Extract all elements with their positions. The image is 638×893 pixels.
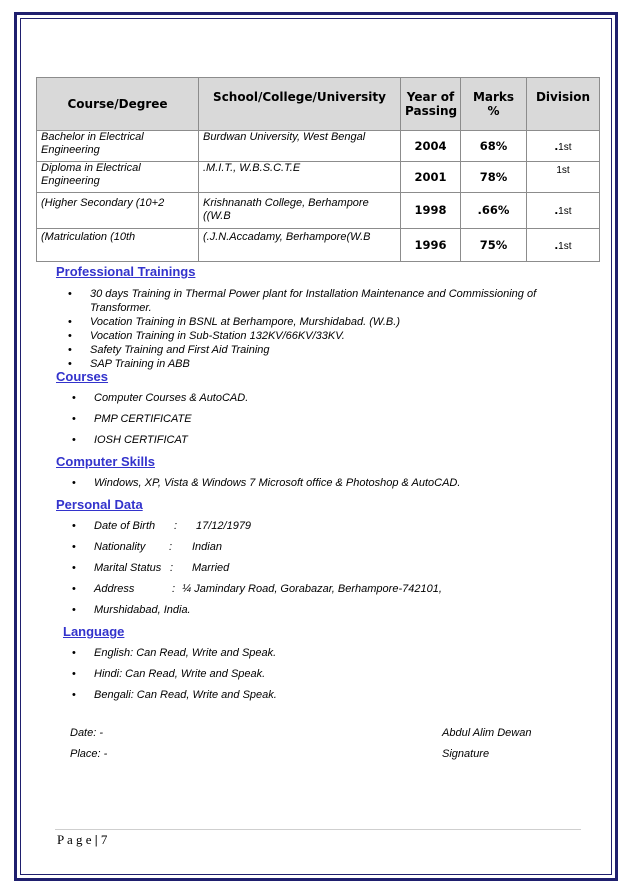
division-prefix: .: [554, 137, 559, 153]
cell-course: Diploma in Electrical Engineering: [37, 162, 199, 193]
address-value: ¼ Jamindary Road, Gorabazar, Berhampore-742101,: [182, 583, 442, 595]
header-course: Course/Degree: [37, 78, 199, 131]
personal-data-row: [70, 561, 550, 575]
cell-course: Bachelor in Electrical Engineering: [37, 131, 199, 162]
cell-marks: 68%: [461, 131, 527, 162]
cell-year: 1996: [401, 229, 461, 262]
cell-marks: .66%: [461, 193, 527, 229]
nationality-sep: :: [169, 541, 173, 553]
division-value: 1st: [558, 141, 572, 153]
division-value: 1st: [556, 165, 570, 176]
list-item: • Windows, XP, Vista & Windows 7 Microsoft office & Photoshop & AutoCAD.: [70, 476, 550, 490]
list-item: • PMP CERTIFICATE: [70, 412, 550, 426]
footer-divider: [55, 829, 581, 830]
list-item: • IOSH CERTIFICAT: [70, 433, 550, 447]
list-item: • Safety Training and First Aid Training: [66, 343, 546, 357]
heading-computer-skills: Computer Skills: [56, 454, 155, 469]
header-marks: Marks %: [461, 78, 527, 131]
place-label: Place: -: [70, 748, 108, 760]
heading-courses: Courses: [56, 369, 109, 384]
signatory-name: Abdul Alim Dewan: [442, 727, 532, 739]
page-number: 7: [100, 832, 108, 847]
language-list: [70, 646, 550, 709]
table-row: [37, 162, 600, 193]
marital-status-sep: :: [170, 562, 174, 574]
cell-course: (Higher Secondary (10+2: [37, 193, 199, 229]
heading-personal-data: Personal Data: [56, 497, 143, 512]
cell-division: [527, 131, 600, 162]
cell-division: [527, 193, 600, 229]
nationality-value: Indian: [192, 541, 222, 553]
cell-school: (.J.N.Accadamy, Berhampore(W.B: [199, 229, 401, 262]
table-row: [37, 131, 600, 162]
nationality-label: Nationality: [94, 541, 146, 553]
list-item: • Hindi: Can Read, Write and Speak.: [70, 667, 550, 681]
list-item: • SAP Training in ABB: [66, 357, 546, 371]
marital-status-label: Marital Status: [94, 562, 162, 574]
cell-division: [527, 162, 600, 193]
page-footer: [57, 832, 107, 848]
signature-label: Signature: [442, 748, 490, 760]
address-label: Address: [94, 583, 135, 595]
heading-professional-trainings: Professional Trainings: [56, 264, 196, 279]
personal-data-row: [70, 582, 550, 596]
cell-school: Krishnanath College, Berhampore ((W.B: [199, 193, 401, 229]
division-prefix: .: [554, 236, 559, 252]
division-value: 1st: [558, 240, 572, 252]
page-separator: |: [94, 832, 98, 847]
division-prefix: .: [554, 202, 559, 217]
education-table-header: [37, 78, 600, 131]
cell-year: 2004: [401, 131, 461, 162]
personal-data-list: [70, 519, 550, 624]
heading-language: Language: [63, 624, 125, 639]
dob-sep: :: [174, 520, 178, 532]
cell-marks: 75%: [461, 229, 527, 262]
professional-trainings-list: [66, 287, 546, 371]
cell-school: .M.I.T., W.B.S.C.T.E: [199, 162, 401, 193]
personal-data-row: [70, 519, 550, 533]
personal-data-row: [70, 540, 550, 554]
cell-school: Burdwan University, West Bengal: [199, 131, 401, 162]
table-row: [37, 229, 600, 262]
list-item: • 30 days Training in Thermal Power plant for Installation Maintenance and Commissioning of Transformer.: [66, 287, 546, 315]
header-year: Year of Passing: [401, 78, 461, 131]
cell-marks: 78%: [461, 162, 527, 193]
division-value: 1st: [558, 206, 572, 217]
list-item: • Bengali: Can Read, Write and Speak.: [70, 688, 550, 702]
cell-division: [527, 229, 600, 262]
page-label: P a g e: [57, 832, 92, 847]
list-item: • Vocation Training in Sub-Station 132KV/66KV/33KV.: [66, 329, 546, 343]
header-division: Division: [527, 78, 600, 131]
list-item: • English: Can Read, Write and Speak.: [70, 646, 550, 660]
list-item: • Vocation Training in BSNL at Berhampore, Murshidabad. (W.B.): [66, 315, 546, 329]
education-table: [36, 77, 600, 262]
dob-value: 17/12/1979: [196, 520, 252, 532]
table-row: [37, 193, 600, 229]
date-label: Date: -: [70, 727, 104, 739]
computer-skills-list: [70, 476, 550, 490]
list-item: • Computer Courses & AutoCAD.: [70, 391, 550, 405]
personal-data-row: • Murshidabad, India.: [70, 603, 550, 617]
cell-year: 2001: [401, 162, 461, 193]
courses-list: [70, 391, 550, 454]
marital-status-value: Married: [192, 562, 230, 574]
header-school: School/College/University: [199, 78, 401, 131]
address-sep: :: [172, 583, 176, 595]
dob-label: Date of Birth: [94, 520, 156, 532]
cell-year: 1998: [401, 193, 461, 229]
cell-course: (Matriculation (10th: [37, 229, 199, 262]
